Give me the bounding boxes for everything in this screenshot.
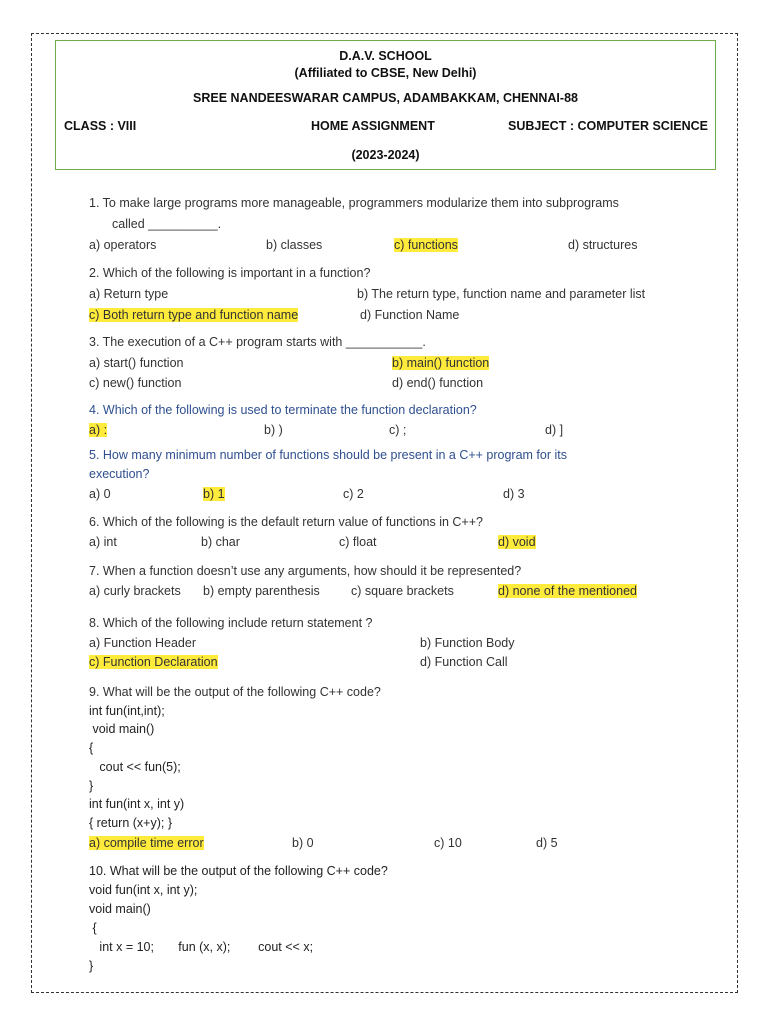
q8-option-a: a) Function Header: [89, 636, 197, 650]
header-box: [55, 40, 716, 170]
q4-option-d: d) ]: [545, 423, 564, 437]
q5-option-a: a) 0: [89, 487, 111, 501]
q1-option-d: d) structures: [568, 238, 638, 252]
q2-option-d: d) Function Name: [360, 308, 460, 322]
q9-option-d: d) 5: [536, 836, 558, 850]
q10-code-line: }: [89, 959, 94, 973]
q8-option-c-answer: c) Function Declaration: [89, 655, 218, 669]
q6-option-c: c) float: [339, 535, 377, 549]
campus: SREE NANDEESWARAR CAMPUS, ADAMBAKKAM, CHENNAI-88: [193, 91, 578, 105]
question-1-text-cont: called __________.: [112, 217, 222, 231]
q9-option-c: c) 10: [434, 836, 462, 850]
academic-year: (2023-2024): [351, 148, 420, 162]
q8-option-d: d) Function Call: [420, 655, 508, 669]
question-2-text: 2. Which of the following is important in a function?: [89, 266, 371, 280]
q5-option-b-answer: b) 1: [203, 487, 225, 501]
q9-code-line: {: [89, 741, 94, 755]
q10-code-line: void fun(int x, int y);: [89, 883, 198, 897]
q9-code-line: int fun(int x, int y): [89, 797, 185, 811]
q3-option-c: c) new() function: [89, 376, 182, 390]
q3-option-b-answer: b) main() function: [392, 356, 490, 370]
question-8-text: 8. Which of the following include return statement ?: [89, 616, 373, 630]
q1-option-c-answer: c) functions: [394, 238, 458, 252]
q9-code-line: { return (x+y); }: [89, 816, 173, 830]
q3-option-d: d) end() function: [392, 376, 484, 390]
q7-option-a: a) curly brackets: [89, 584, 181, 598]
q3-option-a: a) start() function: [89, 356, 184, 370]
q6-option-a: a) int: [89, 535, 117, 549]
q2-option-b: b) The return type, function name and parameter list: [357, 287, 646, 301]
q2-option-c-answer: c) Both return type and function name: [89, 308, 299, 322]
q5-option-d: d) 3: [503, 487, 525, 501]
q6-option-b: b) char: [201, 535, 240, 549]
question-3-text: 3. The execution of a C++ program starts with ___________.: [89, 335, 426, 349]
question-1-text: 1. To make large programs more manageable, programmers modularize them into subprograms: [89, 196, 619, 210]
q1-option-a: a) operators: [89, 238, 157, 252]
q7-option-b: b) empty parenthesis: [203, 584, 320, 598]
question-5-text-cont: execution?: [89, 467, 150, 481]
question-9-text: 9. What will be the output of the following C++ code?: [89, 685, 381, 699]
q9-option-b: b) 0: [292, 836, 314, 850]
q5-option-c: c) 2: [343, 487, 364, 501]
question-6-text: 6. Which of the following is the default return value of functions in C++?: [89, 515, 483, 529]
q7-option-c: c) square brackets: [351, 584, 454, 598]
school-name: D.A.V. SCHOOL: [339, 49, 432, 63]
question-4-text: 4. Which of the following is used to terminate the function declaration?: [89, 403, 477, 417]
q9-code-line: }: [89, 779, 94, 793]
question-7-text: 7. When a function doesn’t use any arguments, how should it be represented?: [89, 564, 522, 578]
q4-option-a-answer: a) :: [89, 423, 108, 437]
q10-code-line: void main(): [89, 902, 151, 916]
q4-option-c: c) ;: [389, 423, 407, 437]
q8-option-b: b) Function Body: [420, 636, 515, 650]
affiliation: (Affiliated to CBSE, New Delhi): [294, 66, 477, 80]
q9-code-line: int fun(int,int);: [89, 704, 165, 718]
question-5-text: 5. How many minimum number of functions should be present in a C++ program for its: [89, 448, 567, 462]
q6-option-d-answer: d) void: [498, 535, 536, 549]
q9-option-a-answer: a) compile time error: [89, 836, 204, 850]
q7-option-d-answer: d) none of the mentioned: [498, 584, 637, 598]
q4-option-b: b) ): [264, 423, 283, 437]
q2-option-a: a) Return type: [89, 287, 169, 301]
q1-option-b: b) classes: [266, 238, 323, 252]
question-10-text: 10. What will be the output of the following C++ code?: [89, 864, 388, 878]
assignment-title: HOME ASSIGNMENT: [311, 119, 435, 133]
q10-code-line: {: [89, 921, 97, 935]
q9-code-line: void main(): [89, 722, 155, 736]
q10-code-line: int x = 10; fun (x, x); cout << x;: [89, 940, 314, 954]
class-label: CLASS : VIII: [64, 119, 137, 133]
subject-label: SUBJECT : COMPUTER SCIENCE: [508, 119, 709, 133]
q9-code-line: cout << fun(5);: [89, 760, 181, 774]
